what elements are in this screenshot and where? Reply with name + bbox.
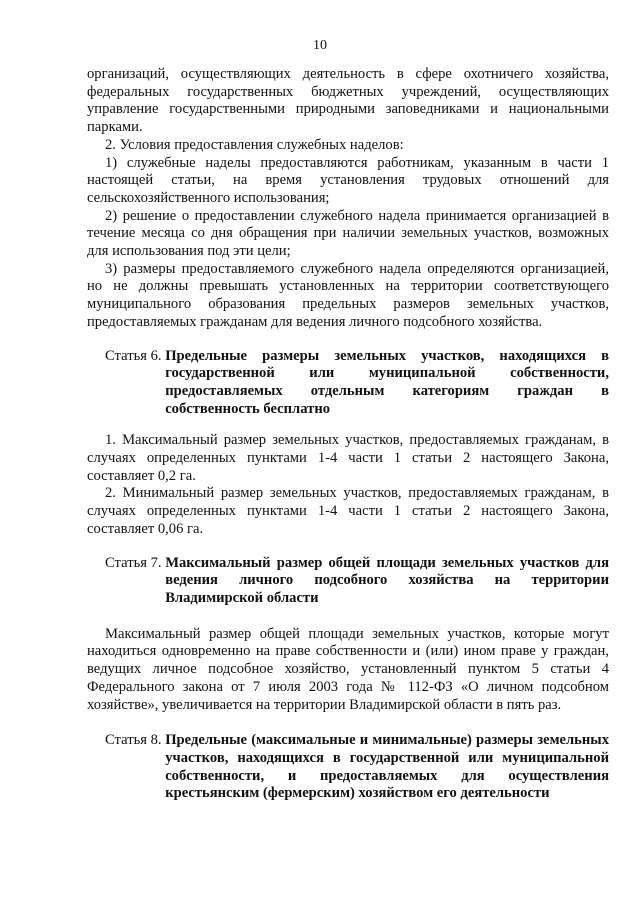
article-7-title: Максимальный размер общей площади земельных участков для ведения личного подсобного хозяйства на территории Владимирской области <box>165 554 609 606</box>
page-number: 10 <box>313 38 327 53</box>
paragraph-continuation: организаций, осуществляющих деятельность в сфере охотничего хозяйства, федеральных государственных бюджетных учреждений, осуществляющих управление государственными природными заповедниками и национальными парками. <box>87 66 609 136</box>
paragraph-condition-3: 3) размеры предоставляемого служебного надела определяются организацией, но не должны превышать установленных на территории соответствующего муниципального образования предельных размеров земельных участков, предоставляемых гражданам для ведения личного подсобного хозяйства. <box>87 260 609 330</box>
article-6-heading <box>105 348 609 419</box>
article-6-title: Предельные размеры земельных участков, находящихся в государственной или муниципальной собственности, предоставляемых отдельным категориям граждан в собственность бесплатно <box>165 347 609 417</box>
article-6-number: Статья 6. <box>105 347 162 364</box>
article-8-number: Статья 8. <box>105 732 162 749</box>
document-body <box>87 66 609 803</box>
article-7-heading <box>105 555 609 608</box>
paragraph-condition-2: 2) решение о предоставлении служебного надела принимается организацией в течение месяца со дня обращения при наличии земельных участков, возможных для использования под эти цели; <box>87 207 609 260</box>
paragraph-condition-1: 1) служебные наделы предоставляются работникам, указанным в части 1 настоящей статьи, на время установления трудовых отношений для сельскохозяйственного использования; <box>87 154 609 206</box>
article-6-paragraph-1: 1. Максимальный размер земельных участков, предоставляемых гражданам, в случаях определенных пунктами 1-4 части 1 статьи 2 настоящего Закона, составляет 0,2 га. <box>87 432 609 484</box>
article-8-title: Предельные (максимальные и минимальные) размеры земельных участков, находящихся в государственной или муниципальной собственности, и предоставляемых для осуществления крестьянским (фермерским) хозяйством его деятельности <box>165 732 609 802</box>
article-6-paragraph-2: 2. Минимальный размер земельных участков, предоставляемых гражданам, в случаях определенных пунктами 1-4 части 1 статьи 2 настоящего Закона, составляет 0,06 га. <box>87 485 609 537</box>
paragraph-conditions-heading: 2. Условия предоставления служебных наделов: <box>105 136 404 153</box>
article-7-paragraph-1: Максимальный размер общей площади земельных участков, которые могут находиться одновременно на праве собственности и (или) ином праве у граждан, ведущих личное подсобное хозяйство, установленный пунктом 5 статьи 4 Федерального закона от 7 июля 2003 года № 112-ФЗ «О личном подсобном хозяйстве», увеличивается на территории Владимирской области в пять раз. <box>87 625 609 713</box>
article-8-heading <box>105 732 609 803</box>
article-7-number: Статья 7. <box>105 554 162 571</box>
